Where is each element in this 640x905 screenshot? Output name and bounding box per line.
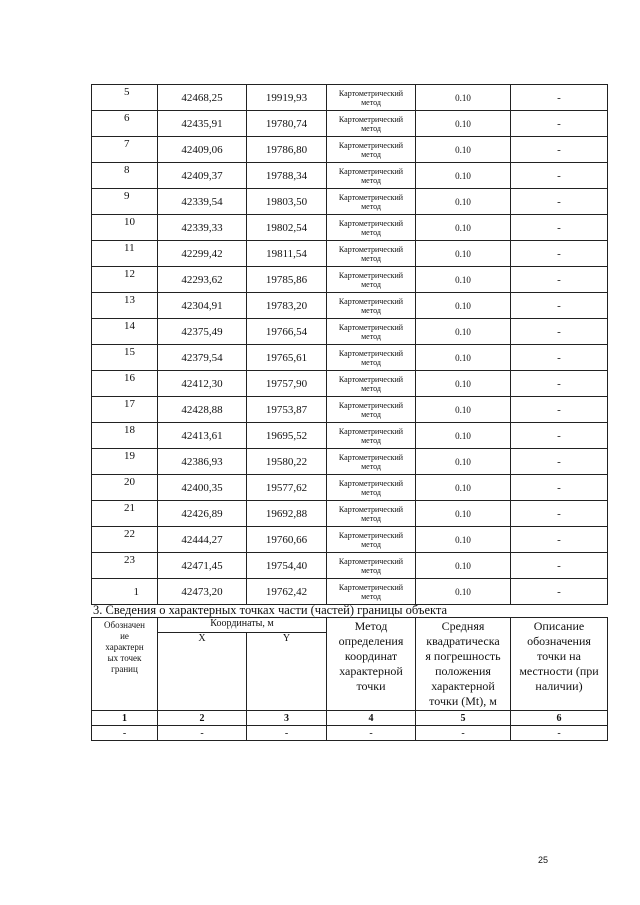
coordinate-y: 19577,62 [247, 475, 327, 501]
coordinate-y: 19692,88 [247, 501, 327, 527]
coordinate-y: 19803,50 [247, 189, 327, 215]
coordinate-y: 19753,87 [247, 397, 327, 423]
method-text: Картометрический [338, 374, 404, 384]
accuracy-value: 0.10 [416, 111, 511, 137]
section-title: 3. Сведения о характерных точках части (частей) границы объекта [93, 603, 448, 617]
table-row [92, 85, 608, 111]
coordinate-y: 19788,34 [247, 163, 327, 189]
coordinate-y: 19765,61 [247, 345, 327, 371]
accuracy-value: 0.10 [416, 579, 511, 605]
method-cell [327, 501, 416, 527]
point-number: 16 [92, 371, 158, 397]
table-row [92, 319, 608, 345]
method-text: метод [361, 97, 381, 107]
method-text: метод [361, 123, 381, 133]
coordinate-y: 19757,90 [247, 371, 327, 397]
method-text: метод [361, 435, 381, 445]
coordinate-y: 19754,40 [247, 553, 327, 579]
point-number: 18 [92, 423, 158, 449]
point-number: 22 [92, 527, 158, 553]
table-cell: - [92, 726, 158, 741]
method-cell [327, 423, 416, 449]
coordinate-x: 42428,88 [158, 397, 247, 423]
method-text: Картометрический [338, 166, 404, 176]
table-row [92, 241, 608, 267]
description-value: - [511, 397, 608, 423]
point-number: 15 [92, 345, 158, 371]
method-cell [327, 527, 416, 553]
table-row [92, 371, 608, 397]
accuracy-value: 0.10 [416, 423, 511, 449]
header-y: Y [247, 633, 327, 711]
description-value: - [511, 267, 608, 293]
table-row [92, 449, 608, 475]
method-text: метод [361, 513, 381, 523]
method-cell [327, 397, 416, 423]
description-value: - [511, 501, 608, 527]
method-text: метод [361, 565, 381, 575]
method-cell [327, 345, 416, 371]
description-value: - [511, 189, 608, 215]
table-row [92, 293, 608, 319]
point-number: 21 [92, 501, 158, 527]
method-text: метод [361, 279, 381, 289]
accuracy-value: 0.10 [416, 319, 511, 345]
coordinate-x: 42299,42 [158, 241, 247, 267]
point-number: 10 [92, 215, 158, 241]
column-numbers-row [92, 711, 608, 726]
point-number: 1 [92, 579, 158, 605]
method-text: метод [361, 409, 381, 419]
method-cell [327, 137, 416, 163]
description-value: - [511, 371, 608, 397]
method-cell [327, 163, 416, 189]
method-text: Картометрический [338, 192, 404, 202]
description-value: - [511, 475, 608, 501]
coordinate-y: 19760,66 [247, 527, 327, 553]
method-cell [327, 267, 416, 293]
description-value: - [511, 293, 608, 319]
point-number: 7 [92, 137, 158, 163]
coordinate-x: 42473,20 [158, 579, 247, 605]
accuracy-value: 0.10 [416, 293, 511, 319]
coordinate-y: 19762,42 [247, 579, 327, 605]
coordinate-x: 42426,89 [158, 501, 247, 527]
accuracy-value: 0.10 [416, 475, 511, 501]
table-cell: - [247, 726, 327, 741]
table-row [92, 345, 608, 371]
accuracy-value: 0.10 [416, 189, 511, 215]
method-cell [327, 475, 416, 501]
description-value: - [511, 449, 608, 475]
coordinate-x: 42413,61 [158, 423, 247, 449]
coordinate-x: 42375,49 [158, 319, 247, 345]
accuracy-value: 0.10 [416, 553, 511, 579]
method-text: Картометрический [338, 582, 404, 592]
accuracy-value: 0.10 [416, 85, 511, 111]
method-text: Картометрический [338, 88, 404, 98]
accuracy-value: 0.10 [416, 449, 511, 475]
column-number: 1 [92, 711, 158, 726]
coordinate-y: 19695,52 [247, 423, 327, 449]
accuracy-value: 0.10 [416, 397, 511, 423]
description-value: - [511, 527, 608, 553]
description-value: - [511, 111, 608, 137]
accuracy-value: 0.10 [416, 371, 511, 397]
method-text: метод [361, 227, 381, 237]
method-cell [327, 85, 416, 111]
method-text: Картометрический [338, 218, 404, 228]
coordinate-x: 42435,91 [158, 111, 247, 137]
table-cell: - [158, 726, 247, 741]
coordinate-x: 42304,91 [158, 293, 247, 319]
point-number: 20 [92, 475, 158, 501]
table-row [92, 579, 608, 605]
coordinate-y: 19780,74 [247, 111, 327, 137]
method-text: Картометрический [338, 556, 404, 566]
method-text: метод [361, 383, 381, 393]
accuracy-value: 0.10 [416, 137, 511, 163]
table-row [92, 423, 608, 449]
point-number: 17 [92, 397, 158, 423]
method-cell [327, 579, 416, 605]
method-text: Картометрический [338, 244, 404, 254]
coordinate-x: 42400,35 [158, 475, 247, 501]
accuracy-value: 0.10 [416, 163, 511, 189]
column-number: 5 [416, 711, 511, 726]
method-text: метод [361, 461, 381, 471]
method-text: Картометрический [338, 322, 404, 332]
table-row [92, 527, 608, 553]
point-number: 6 [92, 111, 158, 137]
description-value: - [511, 85, 608, 111]
accuracy-value: 0.10 [416, 267, 511, 293]
accuracy-value: 0.10 [416, 501, 511, 527]
method-cell [327, 215, 416, 241]
coordinate-x: 42293,62 [158, 267, 247, 293]
table-row [92, 267, 608, 293]
table-cell: - [511, 726, 608, 741]
header-x: X [158, 633, 247, 711]
coordinate-x: 42444,27 [158, 527, 247, 553]
coordinate-x: 42379,54 [158, 345, 247, 371]
point-number: 12 [92, 267, 158, 293]
table-row [92, 553, 608, 579]
coordinate-y: 19802,54 [247, 215, 327, 241]
header-coordinates: Координаты, м [158, 618, 327, 633]
method-cell [327, 449, 416, 475]
coordinate-y: 19785,86 [247, 267, 327, 293]
column-number: 6 [511, 711, 608, 726]
page-number: 25 [538, 855, 549, 865]
table-cell: - [327, 726, 416, 741]
description-value: - [511, 579, 608, 605]
table-row [92, 397, 608, 423]
method-text: метод [361, 487, 381, 497]
description-value: - [511, 553, 608, 579]
method-text: метод [361, 149, 381, 159]
method-text: Картометрический [338, 426, 404, 436]
method-text: метод [361, 331, 381, 341]
method-text: Картометрический [338, 452, 404, 462]
accuracy-value: 0.10 [416, 215, 511, 241]
table-row [92, 163, 608, 189]
table-cell: - [416, 726, 511, 741]
method-text: Картометрический [338, 270, 404, 280]
description-value: - [511, 423, 608, 449]
method-cell [327, 293, 416, 319]
method-text: Картометрический [338, 114, 404, 124]
point-number: 14 [92, 319, 158, 345]
description-value: - [511, 241, 608, 267]
method-text: Картометрический [338, 478, 404, 488]
empty-data-row [92, 726, 608, 741]
coordinate-y: 19783,20 [247, 293, 327, 319]
coordinate-x: 42412,30 [158, 371, 247, 397]
column-number: 3 [247, 711, 327, 726]
column-number: 2 [158, 711, 247, 726]
point-number: 19 [92, 449, 158, 475]
point-number: 9 [92, 189, 158, 215]
description-value: - [511, 319, 608, 345]
method-text: метод [361, 539, 381, 549]
point-number: 11 [92, 241, 158, 267]
method-cell [327, 111, 416, 137]
table-row [92, 189, 608, 215]
method-cell [327, 319, 416, 345]
table-row [92, 475, 608, 501]
method-text: Картометрический [338, 140, 404, 150]
coordinate-y: 19580,22 [247, 449, 327, 475]
method-text: Картометрический [338, 348, 404, 358]
method-cell [327, 241, 416, 267]
coordinate-x: 42386,93 [158, 449, 247, 475]
description-value: - [511, 215, 608, 241]
accuracy-value: 0.10 [416, 345, 511, 371]
column-number: 4 [327, 711, 416, 726]
coordinate-x: 42471,45 [158, 553, 247, 579]
coordinate-x: 42339,33 [158, 215, 247, 241]
point-number: 5 [92, 85, 158, 111]
coordinate-x: 42409,06 [158, 137, 247, 163]
method-text: метод [361, 253, 381, 263]
coordinate-y: 19811,54 [247, 241, 327, 267]
method-text: метод [361, 175, 381, 185]
method-text: Картометрический [338, 530, 404, 540]
parts-points-table [91, 617, 608, 741]
table-row [92, 501, 608, 527]
method-text: метод [361, 201, 381, 211]
method-text: Картометрический [338, 504, 404, 514]
point-number: 13 [92, 293, 158, 319]
description-value: - [511, 345, 608, 371]
method-cell [327, 553, 416, 579]
method-text: метод [361, 305, 381, 315]
header-description: Описание обозначения точки на местности (при наличии) [511, 618, 608, 711]
table-row [92, 137, 608, 163]
description-value: - [511, 163, 608, 189]
method-text: метод [361, 357, 381, 367]
method-cell [327, 189, 416, 215]
point-number: 23 [92, 553, 158, 579]
method-text: метод [361, 591, 381, 601]
method-text: Картометрический [338, 400, 404, 410]
coordinate-y: 19919,93 [247, 85, 327, 111]
accuracy-value: 0.10 [416, 241, 511, 267]
header-accuracy: Средняя квадратическа я погрешность положения характерной точки (Mt), м [416, 618, 511, 711]
coordinates-table [91, 84, 608, 605]
method-text: Картометрический [338, 296, 404, 306]
coordinate-x: 42468,25 [158, 85, 247, 111]
coordinate-y: 19786,80 [247, 137, 327, 163]
point-number: 8 [92, 163, 158, 189]
table-row [92, 111, 608, 137]
coordinate-x: 42409,37 [158, 163, 247, 189]
coordinate-y: 19766,54 [247, 319, 327, 345]
accuracy-value: 0.10 [416, 527, 511, 553]
header-designation: Обозначен ие характерн ых точек границ [92, 618, 158, 711]
coordinate-x: 42339,54 [158, 189, 247, 215]
header-method: Метод определения координат характерной точки [327, 618, 416, 711]
description-value: - [511, 137, 608, 163]
table-row [92, 215, 608, 241]
method-cell [327, 371, 416, 397]
